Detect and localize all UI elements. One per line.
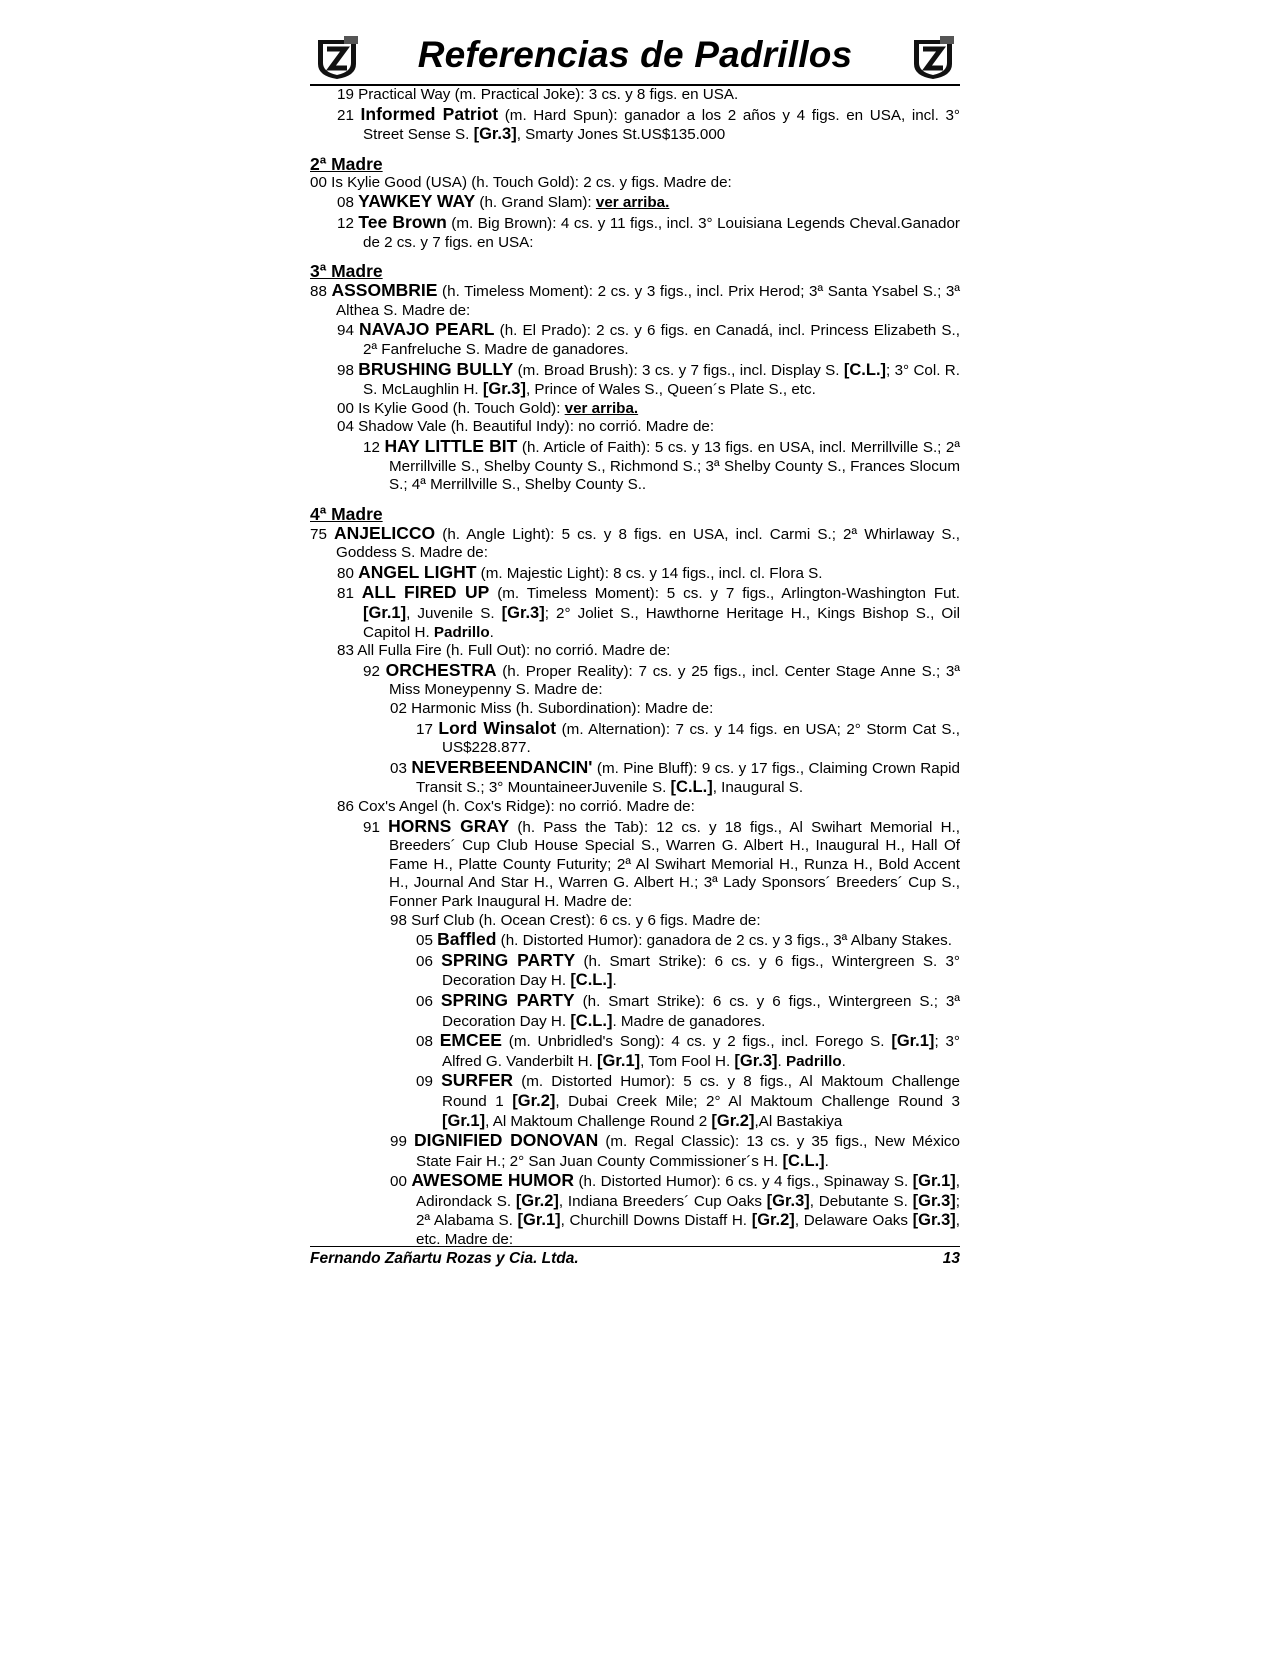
entry: 00 Is Kylie Good (h. Touch Gold): ver arriba. [337,399,639,417]
entry: 12 Tee Brown (m. Big Brown): 4 cs. y 11 figs., incl. 3° Louisiana Legends Cheval.Ganador de 2 cs. y 7 figs. en USA: [337,211,960,251]
document-body [310,86,960,1250]
entry: 94 NAVAJO PEARL (h. El Prado): 2 cs. y 6 figs. en Canadá, incl. Princess Elizabeth S., 2ª Fanfreluche S. Madre de ganadores. [337,319,960,358]
entry: 08 YAWKEY WAY (h. Grand Slam): ver arriba. [337,191,670,212]
entry: 02 Harmonic Miss (h. Subordination): Madre de: [390,700,714,718]
entry: 98 BRUSHING BULLY (m. Broad Brush): 3 cs. y 7 figs., incl. Display S. [C.L.]; 3° Col. R. S. McLaughlin H. [Gr.3], Prince of Wales S., Queen´s Plate S., etc. [337,358,960,399]
entry: 83 All Fulla Fire (h. Full Out): no corrió. Madre de: [337,642,671,660]
entry: 75 ANJELICCO (h. Angle Light): 5 cs. y 8 figs. en USA, incl. Carmi S.; 2ª Whirlaway S., Goddess S. Madre de: [310,522,960,562]
section-heading: 4ª Madre [310,503,383,524]
entry: 86 Cox's Angel (h. Cox's Ridge): no corrió. Madre de: [337,798,695,815]
entry: 04 Shadow Vale (h. Beautiful Indy): no corrió. Madre de: [337,418,715,436]
page [310,32,960,1250]
footer-company: Fernando Zañartu Rozas y Cia. Ltda. [310,1250,579,1267]
entry: 17 Lord Winsalot (m. Alternation): 7 cs. y 14 figs. en USA; 2° Storm Cat S., US$228.877. [416,717,960,757]
page-number: 13 [942,1250,960,1267]
entry: 03 NEVERBEENDANCIN' (m. Pine Bluff): 9 cs. y 17 figs., Claiming Crown Rapid Transit S.; 3° MountaineerJuvenile S. [C.L.], Inaugural S. [390,756,960,797]
section-heading: 2ª Madre [310,153,383,174]
entry: 98 Surf Club (h. Ocean Crest): 6 cs. y 6 figs. Madre de: [390,911,761,929]
entry: 92 ORCHESTRA (h. Proper Reality): 7 cs. y 25 figs., incl. Center Stage Anne S.; 3ª Miss Moneypenny S. Madre de: [363,659,960,699]
page-header [310,32,960,86]
entry: 99 DIGNIFIED DONOVAN (m. Regal Classic): 13 cs. y 35 figs., New México State Fair H.; 2° San Juan County Commissioner´s H. [C.L.]. [390,1130,960,1170]
entry: 88 ASSOMBRIE (h. Timeless Moment): 2 cs. y 3 figs., incl. Prix Herod; 3ª Santa Ysabel S.; 3ª Althea S. Madre de: [310,280,960,319]
entry: 06 SPRING PARTY (h. Smart Strike): 6 cs. y 6 figs., Wintergreen S.; 3ª Decoration Day H. [C.L.]. Madre de ganadores. [416,989,960,1030]
entry: 80 ANGEL LIGHT (m. Majestic Light): 8 cs. y 14 figs., incl. cl. Flora S. [337,561,823,582]
entry: 05 Baffled (h. Distorted Humor): ganadora de 2 cs. y 3 figs., 3ª Albany Stakes. [416,929,952,950]
entry: 06 SPRING PARTY (h. Smart Strike): 6 cs. y 6 figs., Wintergreen S. 3° Decoration Day H. [C.L.]. [416,949,960,990]
entry: 00 AWESOME HUMOR (h. Distorted Humor): 6 cs. y 4 figs., Spinaway S. [Gr.1], Adirondack S. [Gr.2], Indiana Breeders´ Cup Oaks [Gr.3], Debutante S. [Gr.3]; 2ª Alabama S. [Gr.1], Churchill Downs Distaff H. [Gr.2], Delaware Oaks [Gr.3], etc. Madre de: [390,1170,960,1249]
entry: 91 HORNS GRAY (h. Pass the Tab): 12 cs. y 18 figs., Al Swihart Memorial H., Breeders´ Cup Club House Special S., Warren G. Albert H., Inaugural H., Hall Of Fame H., Platte County Futurity; 2ª Al Swihart Memorial H., Runza H., Bold Accent H., Journal And Star H., Warren G. Albert H.; 3ª Lady Sponsors´ Breeders´ Cup S., Fonner Park Inaugural H. Madre de: [363,815,960,910]
entry: 09 SURFER (m. Distorted Humor): 5 cs. y 8 figs., Al Maktoum Challenge Round 1 [Gr.2], Dubai Creek Mile; 2° Al Maktoum Challenge Round 3 [Gr.1], Al Maktoum Challenge Round 2 [Gr.2],Al Bastakiya [416,1070,961,1130]
section-heading: 3ª Madre [310,261,383,282]
entry: 12 HAY LITTLE BIT (h. Article of Faith): 5 cs. y 13 figs. en USA, incl. Merrillville S.; 2ª Merrillville S., Shelby County S., Richmond S.; 3ª Shelby County S., Frances Slocum S.; 4ª Merrillville S., Shelby County S.. [363,435,960,494]
page-title: Referencias de Padrillos [417,34,853,75]
entry: 19 Practical Way (m. Practical Joke): 3 cs. y 8 figs. en USA. [337,86,739,103]
logo-icon [910,34,956,80]
entry: 21 Informed Patriot (m. Hard Spun): ganador a los 2 años y 4 figs. en USA, incl. 3° Street Sense S. [Gr.3], Smarty Jones St.US$135.000 [337,103,960,144]
entry: 00 Is Kylie Good (USA) (h. Touch Gold): 2 cs. y figs. Madre de: [310,173,732,191]
entry: 81 ALL FIRED UP (m. Timeless Moment): 5 cs. y 7 figs., Arlington-Washington Fut. [Gr.1], Juvenile S. [Gr.3]; 2° Joliet S., Hawthorne Heritage H., Kings Bishop S., Oil Capitol H. Padrillo. [337,582,960,641]
entry: 08 EMCEE (m. Unbridled's Song): 4 cs. y 2 figs., incl. Forego S. [Gr.1]; 3° Alfred G. Vanderbilt H. [Gr.1], Tom Fool H. [Gr.3]. Padrillo. [416,1030,960,1070]
page-footer [310,1246,960,1268]
